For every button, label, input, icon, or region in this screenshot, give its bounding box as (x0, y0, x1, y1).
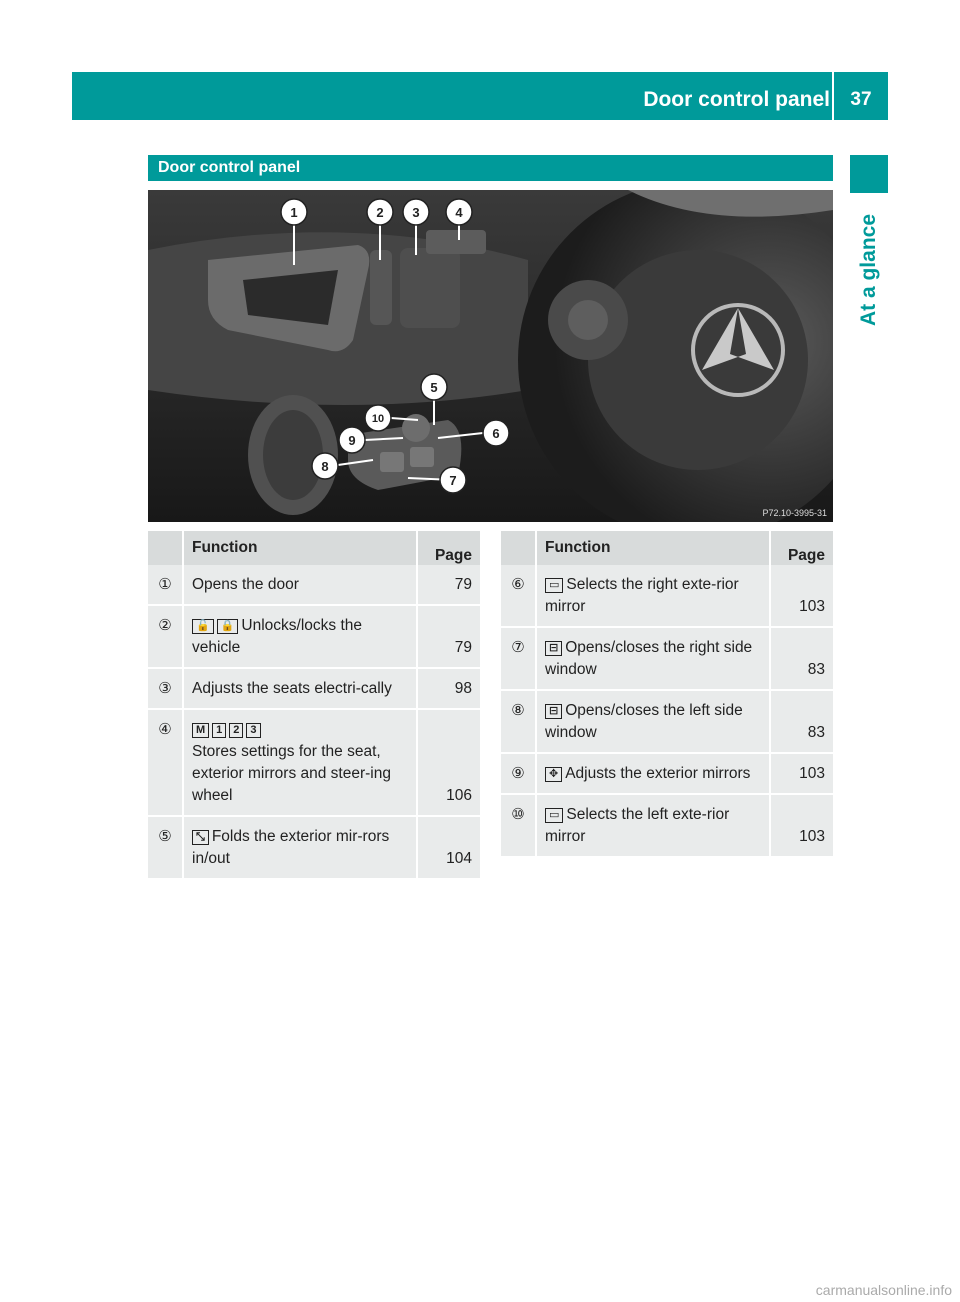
row-function (536, 690, 770, 753)
function-table-right (501, 531, 833, 856)
row-number (148, 605, 183, 668)
control-symbol-icon: 2 (229, 723, 243, 738)
row-function-text: Adjusts the exterior mirrors (565, 765, 751, 782)
callout-9: 9 (348, 433, 356, 448)
table-row (148, 668, 480, 709)
row-function-text: Selects the left exte-rior mirror (545, 806, 730, 845)
row-page: 79 (417, 605, 480, 668)
row-number-label: ① (158, 576, 172, 593)
row-page: 79 (417, 565, 480, 605)
section-title: Door control panel (158, 159, 301, 176)
row-page: 98 (417, 668, 480, 709)
callout-2: 2 (376, 205, 384, 220)
row-function-text: Selects the right exte-rior mirror (545, 576, 739, 615)
row-number (501, 565, 536, 627)
row-function (183, 668, 417, 709)
header-title: Door control panel (643, 88, 830, 111)
row-function-text: Stores settings for the seat, exterior mirrors and steer-ing wheel (192, 743, 391, 804)
table-row (148, 605, 480, 668)
callout-3: 3 (412, 205, 420, 220)
row-number-label: ⑦ (511, 639, 525, 656)
control-symbol-icon: ⊟ (545, 641, 562, 656)
callout-6: 6 (492, 426, 500, 441)
row-number-label: ④ (158, 721, 172, 738)
row-page: 106 (417, 709, 480, 816)
row-function (183, 709, 417, 816)
callout-1: 1 (290, 205, 298, 220)
callout-10: 10 (371, 413, 385, 425)
col-page: Page (417, 531, 480, 565)
row-function-text: Adjusts the seats electri-cally (192, 680, 392, 697)
row-function-text: Unlocks/locks the vehicle (192, 617, 363, 656)
row-number (501, 627, 536, 690)
control-symbol-icon: ▭ (545, 808, 563, 823)
control-symbol-icon: ✥ (545, 767, 562, 782)
row-number-label: ⑧ (511, 702, 525, 719)
row-number-label: ② (158, 617, 172, 634)
page-number: 37 (850, 89, 872, 110)
row-function-text: Opens/closes the left side window (545, 702, 743, 741)
table-row (501, 753, 833, 794)
row-function (536, 627, 770, 690)
door-panel-photo (148, 190, 833, 522)
row-page: 83 (770, 627, 833, 690)
callout-7: 7 (449, 473, 457, 488)
photo-code: P72.10-3995-31 (762, 508, 827, 518)
function-table-left (148, 531, 480, 878)
table-row (148, 816, 480, 878)
control-symbol-icon: 3 (246, 723, 260, 738)
row-number (148, 565, 183, 605)
row-page: 104 (417, 816, 480, 878)
col-page: Page (770, 531, 833, 565)
callout-4: 4 (455, 205, 463, 220)
side-tab (851, 200, 887, 340)
row-number (148, 668, 183, 709)
control-symbol-icon: 🔓 (192, 619, 214, 634)
row-page: 103 (770, 794, 833, 856)
control-symbol-icon: M (192, 723, 209, 738)
row-number (501, 753, 536, 794)
header-bar (72, 72, 888, 120)
control-symbol-icon: ⊟ (545, 704, 562, 719)
watermark: carmanualsonline.info (815, 1282, 952, 1298)
table-row (501, 627, 833, 690)
side-tab-marker (850, 155, 888, 193)
row-number (148, 709, 183, 816)
table-row (148, 709, 480, 816)
row-function-text: Opens/closes the right side window (545, 639, 753, 678)
row-page: 103 (770, 565, 833, 627)
col-number (148, 531, 183, 565)
col-function: Function (183, 531, 417, 565)
control-symbol-icon: 🔒 (217, 619, 239, 634)
control-symbol-icon: 1 (212, 723, 226, 738)
row-number-label: ⑤ (158, 828, 172, 845)
row-number-label: ⑥ (511, 576, 525, 593)
row-function (536, 753, 770, 794)
control-symbol-icon: ▭ (545, 578, 563, 593)
control-symbol-icon: ⤡ (192, 830, 209, 845)
table-row (501, 690, 833, 753)
table-row (501, 794, 833, 856)
row-page: 103 (770, 753, 833, 794)
table-row (501, 565, 833, 627)
section-header (148, 155, 833, 181)
row-function (183, 816, 417, 878)
col-number (501, 531, 536, 565)
row-number-label: ⑩ (511, 806, 525, 823)
row-function (183, 565, 417, 605)
col-function: Function (536, 531, 770, 565)
row-number (501, 794, 536, 856)
row-number-label: ⑨ (511, 765, 525, 782)
callout-5: 5 (430, 380, 438, 395)
row-function (536, 794, 770, 856)
callout-8: 8 (321, 459, 329, 474)
row-function-text: Opens the door (192, 576, 299, 593)
row-number-label: ③ (158, 680, 172, 697)
door-panel-illustration (148, 190, 833, 522)
side-tab-label: At a glance (857, 213, 880, 327)
row-number (501, 690, 536, 753)
row-number (148, 816, 183, 878)
table-row (148, 565, 480, 605)
row-page: 83 (770, 690, 833, 753)
row-function (536, 565, 770, 627)
row-function-text: Folds the exterior mir-rors in/out (192, 828, 390, 867)
row-function (183, 605, 417, 668)
